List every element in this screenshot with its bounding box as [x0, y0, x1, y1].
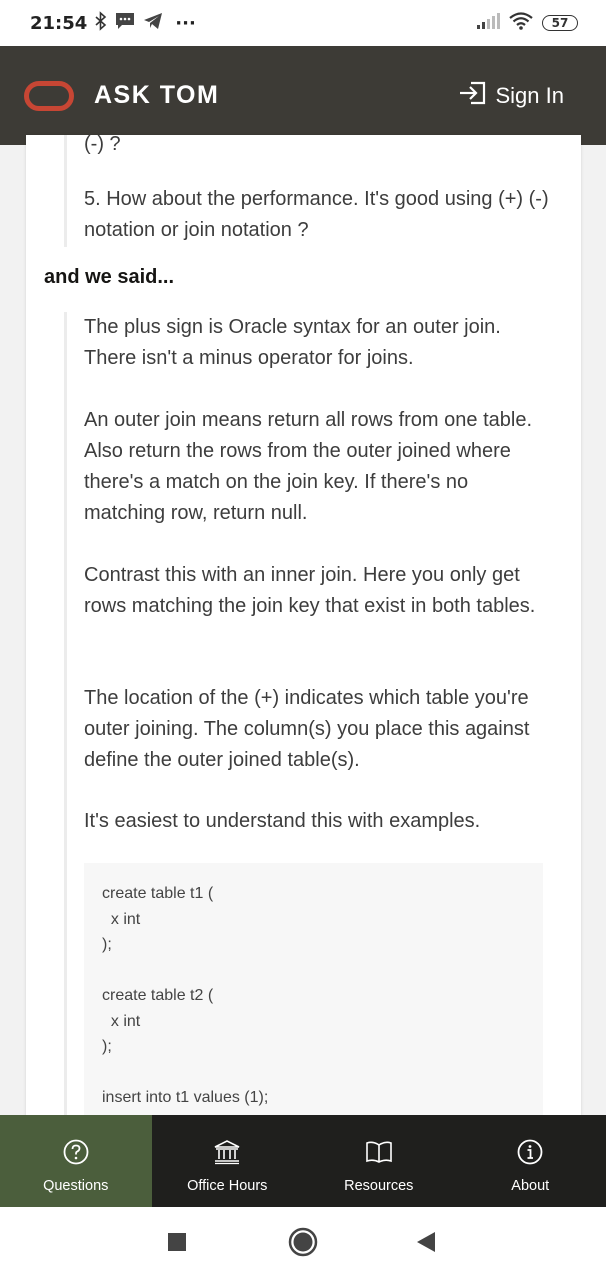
nav-label: Resources — [344, 1178, 414, 1194]
question-card — [26, 135, 581, 1135]
bottom-nav — [0, 1115, 606, 1207]
nav-questions[interactable] — [0, 1115, 152, 1207]
answer-paragraph: An outer join means return all rows from one table. Also return the rows from the outer joined where there's a match on the join key. If there's no matching row, return null. — [84, 409, 532, 524]
nav-office-hours[interactable] — [152, 1115, 304, 1207]
nav-label: Questions — [43, 1178, 109, 1194]
back-triangle-icon — [415, 1231, 437, 1258]
bluetooth-icon — [95, 12, 107, 35]
home-circle-icon — [288, 1227, 318, 1262]
question-item-5: 5. How about the performance. It's good using (+) (-) notation or join notation ? — [84, 188, 549, 241]
answer-paragraph: It's easiest to understand this with examples. — [84, 810, 481, 832]
signal-icon — [476, 13, 500, 33]
question-fragment: (-) ? — [84, 133, 121, 155]
back-button[interactable] — [406, 1224, 446, 1264]
nav-resources[interactable] — [303, 1115, 455, 1207]
sign-in-label: Sign In — [495, 82, 564, 108]
open-book-icon — [365, 1138, 393, 1166]
answer-paragraph: Contrast this with an inner join. Here you only get rows matching the join key that exist in both tables. — [84, 564, 536, 617]
brand-title[interactable]: ASK TOM — [94, 81, 220, 109]
status-bar — [0, 0, 606, 46]
question-circle-icon — [63, 1138, 89, 1166]
main-content[interactable] — [0, 133, 606, 1115]
recents-button[interactable] — [157, 1224, 197, 1264]
sign-in-icon — [458, 78, 488, 114]
answer-paragraph: The plus sign is Oracle syntax for an outer join. There isn't a minus operator for joins. — [84, 316, 501, 369]
code-text[interactable]: create table t1 ( x int ); create table t2 ( x int ); insert into t1 values (1); — [102, 885, 269, 1106]
answer-paragraph: The location of the (+) indicates which table you're outer joining. The column(s) you place this against define the outer joined table(s). — [84, 687, 530, 771]
status-time: 21:54 — [30, 12, 88, 34]
institution-icon — [214, 1138, 240, 1166]
info-circle-icon — [517, 1138, 543, 1166]
wifi-icon — [508, 12, 534, 34]
answer-heading: and we said... — [44, 266, 175, 288]
telegram-icon — [143, 12, 163, 35]
message-icon — [115, 12, 135, 35]
system-nav-bar — [0, 1207, 606, 1280]
recents-square-icon — [167, 1232, 187, 1257]
sign-in-button[interactable] — [458, 78, 565, 114]
nav-about[interactable] — [455, 1115, 606, 1207]
nav-label: Office Hours — [187, 1178, 268, 1194]
oracle-logo[interactable] — [24, 81, 74, 111]
home-button[interactable] — [283, 1224, 323, 1264]
status-left — [30, 12, 196, 35]
status-right — [476, 12, 578, 34]
battery-icon: 57 — [542, 15, 578, 31]
nav-label: About — [511, 1178, 550, 1194]
more-notifications-icon: ··· — [175, 12, 196, 34]
